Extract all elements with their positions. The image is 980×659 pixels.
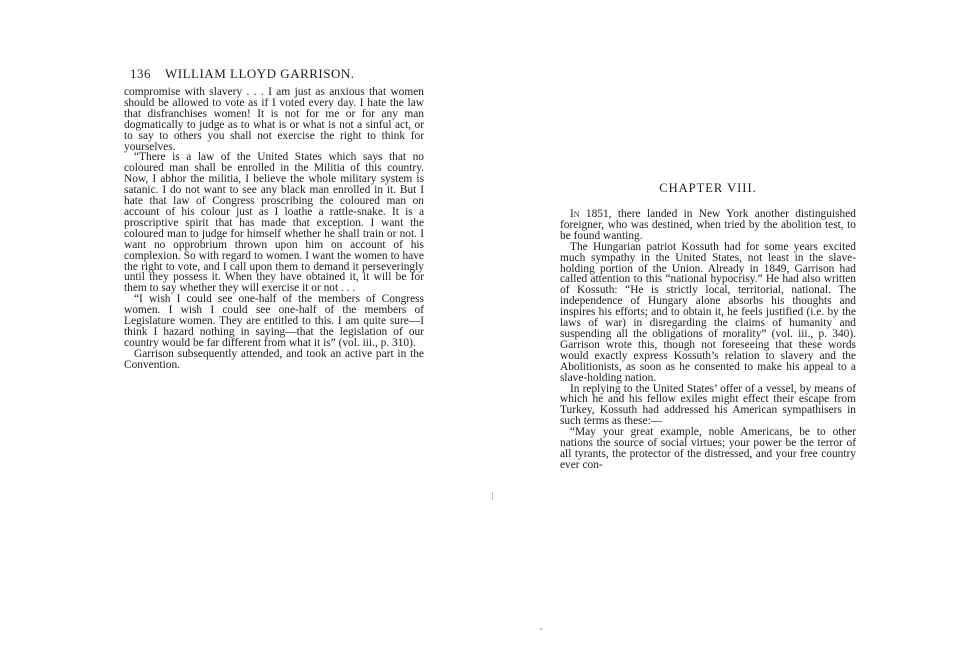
right-text-block	[560, 209, 856, 471]
paragraph: compromise with slavery . . . I am just as anxious that women should be allowed to vote as if I voted every day. I hate the law that disfranchises women! It is not for me or for any man dogmatically to judge as to what is or what is not a sinful act, or to say to others you shall not exercise the right to think for yourselves.	[124, 86, 424, 153]
paragraph: The Hungarian patriot Kossuth had for some years excited much sympathy in the United States, not least in the slave-holding portion of the Union. Already in 1849, Garrison had called attention to this “national hypocrisy.” He had also written of Kossuth: “He is strictly local, territorial, national. The independence of Hungary alone absorbs his thoughts and inspires his efforts; and to obtain it, he feels justified (i.e. by the laws of war) in disregarding the claims of humanity and suspending all the obligations of morality” (vol. iii., p. 340). Garrison wrote this, though not foreseeing that these words would exactly express Kossuth’s relation to slavery and the Abolitionists, as soon as he consented to make his appeal to a slave-holding nation.	[560, 240, 856, 384]
speck-mark	[540, 628, 542, 630]
left-text-block	[124, 87, 424, 371]
opening-word: In	[570, 208, 580, 220]
paragraph	[560, 209, 856, 242]
gutter-mark	[492, 492, 493, 500]
paragraph-text: 1851, there landed in New York another distinguished foreigner, who was destined, when tried by the abolition test, to be found wanting.	[560, 208, 856, 242]
paragraph: “May your great example, noble Americans, be to other nations the source of social virtues; your power be the terror of all tyrants, the protector of the distressed, and your free country ever con-	[560, 426, 856, 471]
page-number: 136	[130, 66, 151, 81]
running-head	[130, 66, 424, 82]
right-page	[560, 181, 856, 471]
paragraph: In replying to the United States’ offer of a vessel, by means of which he and his fellow exiles might effect their escape from Turkey, Kossuth had addressed his American sympathisers in such terms as these:—	[560, 382, 856, 428]
paragraph: “There is a law of the United States which says that no coloured man shall be enrolled in the Militia of this country. Now, I abhor the militia, I believe the whole military system is satanic. I do not want to see any black man enrolled in it. But I hate that law of Congress proscribing the coloured man on account of his colour just as I loathe a rattle-snake. It is a proscriptive spirit that has made that exception. I want the coloured man to judge for himself whether he shall train or not. I want no opprobrium thrown upon him on account of his complexion. So with regard to women. I want the women to have the right to vote, and I call upon them to demand it perseveringly until they possess it. When they have obtained it, it will be for them to say whether they will exercise it or not . . .	[124, 151, 424, 295]
paragraph: Garrison subsequently attended, and took an active part in the Convention.	[124, 347, 424, 371]
left-page	[124, 66, 424, 371]
chapter-title: CHAPTER VIII.	[659, 181, 757, 195]
paragraph: “I wish I could see one-half of the members of Congress women. I wish I could see one-half of the members of Legislature women. They are entitled to this. I am quite sure—I think I hazard nothing in saying—that the legislation of our country would be far different from what it is” (vol. iii., p. 310).	[124, 293, 424, 349]
book-title: WILLIAM LLOYD GARRISON.	[165, 66, 355, 81]
